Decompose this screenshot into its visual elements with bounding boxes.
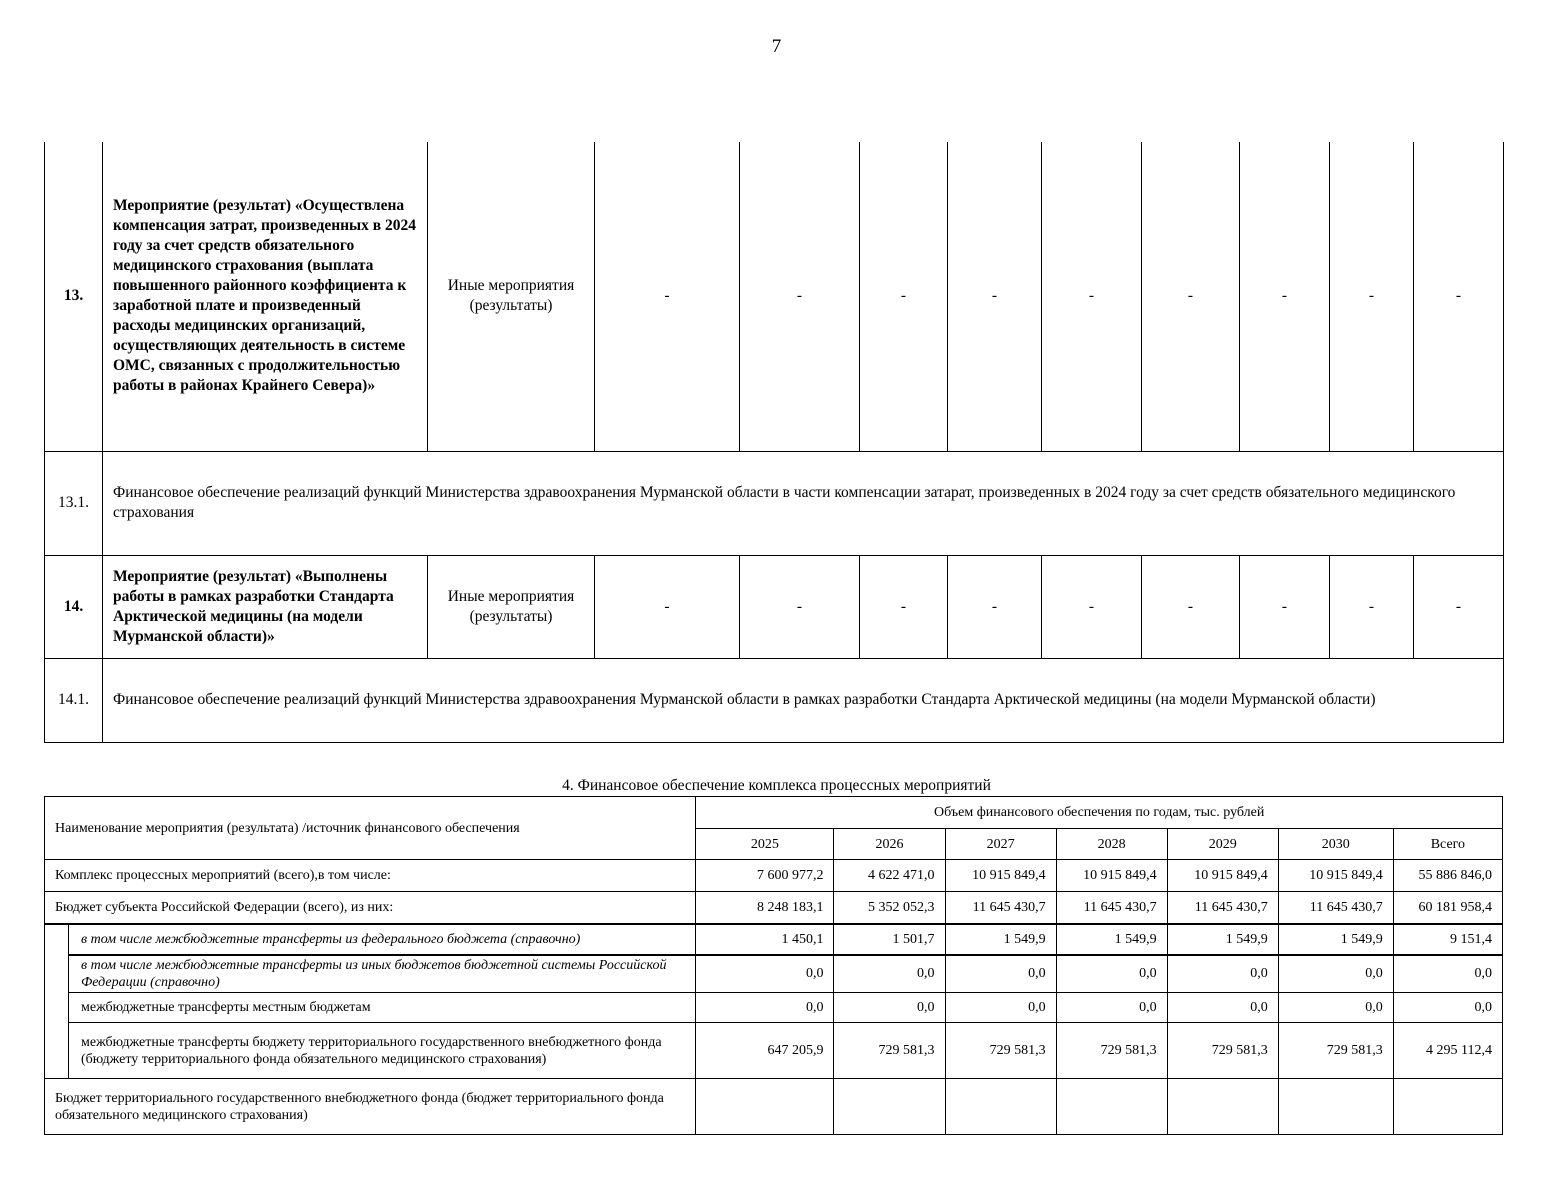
value-cell: - bbox=[1042, 142, 1142, 451]
indent-cell bbox=[45, 924, 69, 1079]
value-cell: 10 915 849,4 bbox=[1278, 860, 1393, 892]
value-cell: 0,0 bbox=[834, 993, 945, 1023]
value-cell: 0,0 bbox=[945, 955, 1056, 993]
table-row bbox=[45, 658, 1504, 742]
year-header: 2025 bbox=[696, 829, 834, 860]
value-cell: 10 915 849,4 bbox=[1056, 860, 1167, 892]
value-cell: 0,0 bbox=[1056, 993, 1167, 1023]
value-cell: - bbox=[948, 142, 1042, 451]
value-cell: 0,0 bbox=[1167, 993, 1278, 1023]
row-label: Комплекс процессных мероприятий (всего),в том числе: bbox=[45, 860, 696, 892]
value-cell: - bbox=[860, 555, 948, 658]
table-row bbox=[45, 555, 1504, 658]
value-cell: 0,0 bbox=[1393, 993, 1502, 1023]
value-cell bbox=[1167, 1079, 1278, 1135]
activity-name: Мероприятие (результат) «Выполнены работы в рамках разработки Стандарта Арктической медицины (на модели Мурманской области)» bbox=[103, 555, 428, 658]
row-label: в том числе межбюджетные трансферты из иных бюджетов бюджетной системы Российской Федерации (справочно) bbox=[69, 955, 696, 993]
value-cell: - bbox=[595, 555, 740, 658]
row-label: Бюджет субъекта Российской Федерации (всего), из них: bbox=[45, 892, 696, 924]
value-cell: 9 151,4 bbox=[1393, 924, 1502, 955]
value-cell bbox=[834, 1079, 945, 1135]
row-label: межбюджетные трансферты местным бюджетам bbox=[69, 993, 696, 1023]
value-cell: 11 645 430,7 bbox=[1167, 892, 1278, 924]
value-cell bbox=[696, 1079, 834, 1135]
value-cell: 1 501,7 bbox=[834, 924, 945, 955]
value-cell: 0,0 bbox=[696, 993, 834, 1023]
row-description: Финансовое обеспечение реализаций функций Министерства здравоохранения Мурманской области в рамках разработки Стандарта Арктической медицины (на модели Мурманской области) bbox=[103, 658, 1504, 742]
activity-type: Иные мероприятия (результаты) bbox=[428, 555, 595, 658]
value-cell: 60 181 958,4 bbox=[1393, 892, 1502, 924]
value-cell: - bbox=[1240, 142, 1330, 451]
value-cell: 0,0 bbox=[1167, 955, 1278, 993]
table-row bbox=[45, 451, 1504, 555]
table-row bbox=[45, 860, 1503, 892]
activities-table bbox=[44, 142, 1504, 743]
value-cell: 0,0 bbox=[696, 955, 834, 993]
value-cell bbox=[945, 1079, 1056, 1135]
value-cell: 11 645 430,7 bbox=[945, 892, 1056, 924]
table-row bbox=[45, 1023, 1503, 1079]
value-cell: 729 581,3 bbox=[1056, 1023, 1167, 1079]
row-label: в том числе межбюджетные трансферты из федерального бюджета (справочно) bbox=[69, 924, 696, 955]
value-cell: 7 600 977,2 bbox=[696, 860, 834, 892]
value-cell: 10 915 849,4 bbox=[945, 860, 1056, 892]
table-row bbox=[45, 955, 1503, 993]
value-cell: - bbox=[1042, 555, 1142, 658]
value-cell: 1 549,9 bbox=[945, 924, 1056, 955]
row-number: 13.1. bbox=[45, 451, 103, 555]
value-cell: 1 549,9 bbox=[1167, 924, 1278, 955]
page-number: 7 bbox=[771, 36, 782, 57]
value-cell: 1 549,9 bbox=[1056, 924, 1167, 955]
value-cell: 0,0 bbox=[834, 955, 945, 993]
value-cell bbox=[1056, 1079, 1167, 1135]
value-cell: 647 205,9 bbox=[696, 1023, 834, 1079]
value-cell: 55 886 846,0 bbox=[1393, 860, 1502, 892]
name-column-header: Наименование мероприятия (результата) /источник финансового обеспечения bbox=[45, 797, 696, 860]
value-cell: 4 622 471,0 bbox=[834, 860, 945, 892]
value-cell: 4 295 112,4 bbox=[1393, 1023, 1502, 1079]
value-cell: 0,0 bbox=[1393, 955, 1502, 993]
value-cell: 5 352 052,3 bbox=[834, 892, 945, 924]
section-title: 4. Финансовое обеспечение комплекса процессных мероприятий bbox=[562, 777, 991, 794]
activity-name: Мероприятие (результат) «Осуществлена компенсация затрат, произведенных в 2024 году за счет средств обязательного медицинского страхования (выплата повышенного районного коэффициента к заработной плате и произведенный расходы медицинских организаций, осуществляющих деятельность в системе ОМС, связанных с продолжительностью работы в районах Крайнего Севера)» bbox=[103, 142, 428, 451]
table-row bbox=[45, 892, 1503, 924]
value-cell bbox=[1393, 1079, 1502, 1135]
value-cell bbox=[1278, 1079, 1393, 1135]
value-cell: 0,0 bbox=[1278, 993, 1393, 1023]
year-header: 2026 bbox=[834, 829, 945, 860]
value-cell: 0,0 bbox=[945, 993, 1056, 1023]
value-cell: 8 248 183,1 bbox=[696, 892, 834, 924]
value-cell: - bbox=[1142, 555, 1240, 658]
table-row bbox=[45, 993, 1503, 1023]
value-cell: 10 915 849,4 bbox=[1167, 860, 1278, 892]
row-label: Бюджет территориального государственного внебюджетного фонда (бюджет территориального фонда обязательного медицинского страхования) bbox=[45, 1079, 696, 1135]
value-cell: - bbox=[740, 555, 860, 658]
value-cell: 0,0 bbox=[1056, 955, 1167, 993]
value-cell: 1 549,9 bbox=[1278, 924, 1393, 955]
value-cell: 1 450,1 bbox=[696, 924, 834, 955]
value-cell: - bbox=[1330, 142, 1414, 451]
row-label: межбюджетные трансферты бюджету территориального государственного внебюджетного фонда (бюджету территориального фонда обязательного медицинского страхования) bbox=[69, 1023, 696, 1079]
value-cell: 729 581,3 bbox=[945, 1023, 1056, 1079]
year-header: 2027 bbox=[945, 829, 1056, 860]
row-description: Финансовое обеспечение реализаций функций Министерства здравоохранения Мурманской области в части компенсации затарат, произведенных в 2024 году за счет средств обязательного медицинского страхования bbox=[103, 451, 1504, 555]
header-row bbox=[45, 797, 1503, 829]
value-cell: 729 581,3 bbox=[834, 1023, 945, 1079]
value-cell: - bbox=[740, 142, 860, 451]
year-header: 2028 bbox=[1056, 829, 1167, 860]
value-cell: - bbox=[1414, 142, 1504, 451]
value-cell: - bbox=[1142, 142, 1240, 451]
value-cell: - bbox=[1240, 555, 1330, 658]
row-number: 14.1. bbox=[45, 658, 103, 742]
activity-type: Иные мероприятия (результаты) bbox=[428, 142, 595, 451]
value-cell: - bbox=[948, 555, 1042, 658]
value-cell: 729 581,3 bbox=[1167, 1023, 1278, 1079]
value-cell: - bbox=[595, 142, 740, 451]
value-cell: - bbox=[1330, 555, 1414, 658]
row-number: 13. bbox=[45, 142, 103, 451]
value-cell: 11 645 430,7 bbox=[1278, 892, 1393, 924]
table-row bbox=[45, 924, 1503, 955]
year-header: 2029 bbox=[1167, 829, 1278, 860]
table-row bbox=[45, 142, 1504, 451]
value-cell: 11 645 430,7 bbox=[1056, 892, 1167, 924]
year-header: 2030 bbox=[1278, 829, 1393, 860]
table-row bbox=[45, 1079, 1503, 1135]
volume-header: Объем финансового обеспечения по годам, тыс. рублей bbox=[696, 797, 1503, 829]
value-cell: 729 581,3 bbox=[1278, 1023, 1393, 1079]
value-cell: - bbox=[860, 142, 948, 451]
financing-table bbox=[44, 796, 1503, 1135]
value-cell: 0,0 bbox=[1278, 955, 1393, 993]
value-cell: - bbox=[1414, 555, 1504, 658]
row-number: 14. bbox=[45, 555, 103, 658]
total-header: Всего bbox=[1393, 829, 1502, 860]
